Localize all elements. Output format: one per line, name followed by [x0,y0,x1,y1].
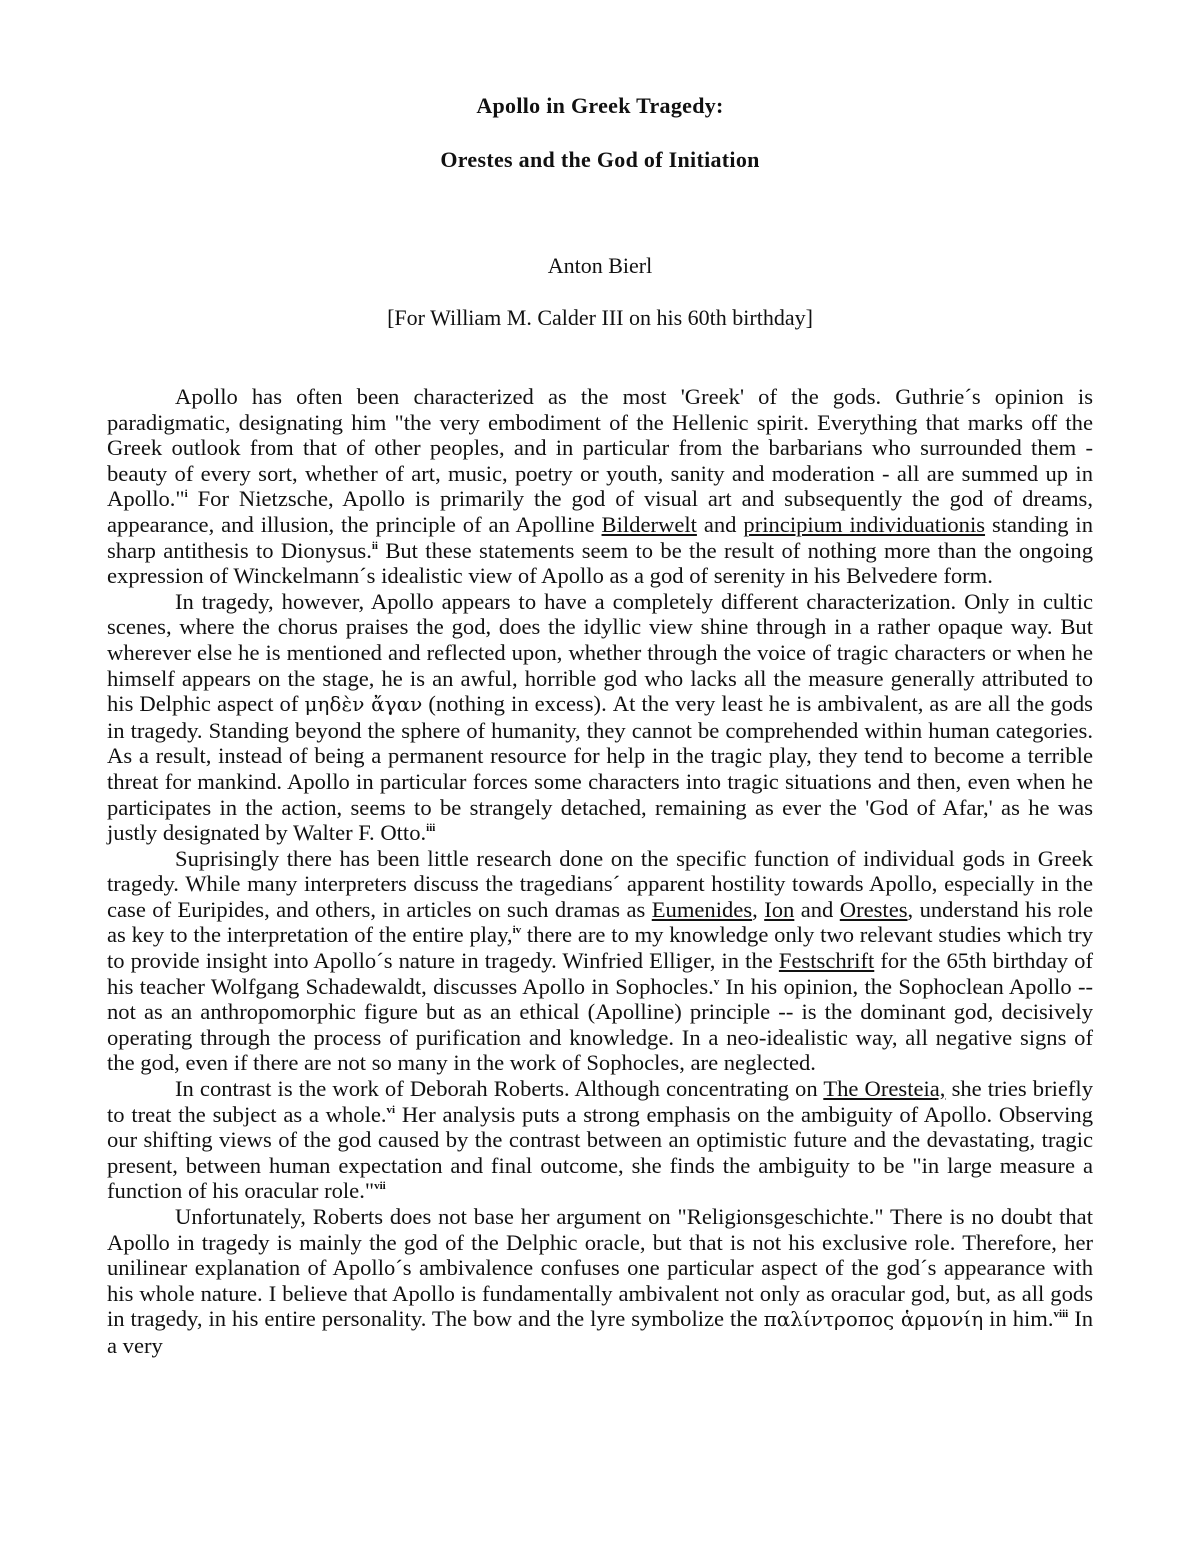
author: Anton Bierl [547,253,653,278]
endnote-ref[interactable]: viii [1053,1308,1069,1321]
page [107,92,1093,1359]
endnote-ref[interactable]: ii [371,539,378,552]
title-line-1: Apollo in Greek Tragedy: [476,93,724,118]
underlined-title: The Oresteia, [823,1076,946,1102]
paragraph-1: Apollo has often been characterized as the most 'Greek' of the gods. Guthrie´s opinion is paradigmatic, designating him "the very embodiment of the Hellenic spirit. Everything that marks off the Greek outlook from that of other peoples, and in particular from the barbarians who surrounded them - beauty of every sort, whether of art, music, poetry or youth, sanity and moderation - all are summed up in Apollo."$^i$ For Nietzsche, Apollo is primarily the god of visual art and subsequently the god of dreams, appearance, and illusion, the principle of an Apolline Bilderwelt and principium individuationis standing in sharp antithesis to Dionysus.$^{ii}$ But these statements seem to be the result of nothing more than the ongoing expression of Winckelmann´s idealistic view of Apollo as a god of serenity in his Belvedere form. [107,384,1094,589]
body-text [107,384,1093,1359]
endnote-ref[interactable]: vi [386,1103,396,1116]
endnote-ref[interactable]: iii [426,822,436,835]
title-line-2: Orestes and the God of Initiation [440,147,760,172]
underlined-title: Ion [764,896,795,922]
paragraph-4: In contrast is the work of Deborah Roberts. Although concentrating on The Oresteia, she tries briefly to treat the subject as a whole.$^{vi}$ Her analysis puts a strong emphasis on the ambiguity of Apollo. Observing our shifting views of the god caused by the contrast between an optimistic future and the devastating, tragic present, between human expectation and final outcome, she finds the ambiguity to be "in large measure a function of his oracular role."$^{vii}$ [107,1076,1094,1204]
greek-phrase: παλίντροπος ἁρμονίη [763,1307,984,1332]
endnote-ref[interactable]: iv [512,924,522,937]
paragraph-5: Unfortunately, Roberts does not base her argument on "Religionsgeschichte." There is no doubt that Apollo in tragedy is mainly the god of the Delphic oracle, but that is not his exclusive role. Therefore, her unilinear explanation of Apollo´s ambivalence confuses one particular aspect of the god´s appearance with his whole nature. I believe that Apollo is fundamentally ambivalent not only as oracular god, but, as all gods in tragedy, in his entire personality. The bow and the lyre symbolize the παλίντροπος ἁρμονίη in him.$^{viii}$ In a very [107,1204,1094,1358]
underlined-term: Bilderwelt [601,511,697,537]
underlined-term: Festschrift [778,948,875,974]
underlined-title: Orestes [839,896,908,922]
dedication: [For William M. Calder III on his 60th birthday] [387,305,813,330]
endnote-ref[interactable]: v [713,975,720,988]
endnote-ref[interactable]: i [184,488,188,501]
endnote-ref[interactable]: vii [374,1180,386,1193]
underlined-term: principium individuationis [743,511,986,537]
underlined-title: Eumenides [651,896,753,922]
paragraph-2: In tragedy, however, Apollo appears to have a completely different characterization. Only in cultic scenes, where the chorus praises the god, does the idyllic view shine through in a rather opaque way. But wherever else he is mentioned and reflected upon, whether through the voice of tragic characters or when he himself appears on the stage, he is an awful, horrible god who lacks all the measure generally attributed to his Delphic aspect of μηδὲν ἄγαν (nothing in excess). At the very least he is ambivalent, as are all the gods in tragedy. Standing beyond the sphere of humanity, they cannot be comprehended within human categories. As a result, instead of being a permanent resource for help in the tragic play, they tend to become a terrible threat for mankind. Apollo in particular forces some characters into tragic situations and then, even when he participates in the action, seems to be strangely detached, remaining as ever the 'God of Afar,' as he was justly designated by Walter F. Otto.$^{iii}$ [107,588,1093,846]
greek-phrase: μηδὲν ἄγαν [304,692,423,717]
paragraph-3: Suprisingly there has been little research done on the specific function of individual gods in Greek tragedy. While many interpreters discuss the tragedians´ apparent hostility towards Apollo, especially in the case of Euripides, and others, in articles on such dramas as Eumenides, Ion and Orestes, understand his role as key to the interpretation of the entire play,$^{iv}$ there are to my knowledge only two relevant studies which try to provide insight into Apollo´s nature in tragedy. Winfried Elliger, in the Festschrift for the 65th birthday of his teacher Wolfgang Schadewaldt, discusses Apollo in Sophocles.$^v$ In his opinion, the Sophoclean Apollo -- not as an anthropomorphic figure but as an ethical (Apolline) principle -- is the dominant god, decisively operating through the process of purification and knowledge. In a neo-idealistic way, all negative signs of the god, even if there are not so many in the work of Sophocles, are neglected. [107,845,1094,1076]
